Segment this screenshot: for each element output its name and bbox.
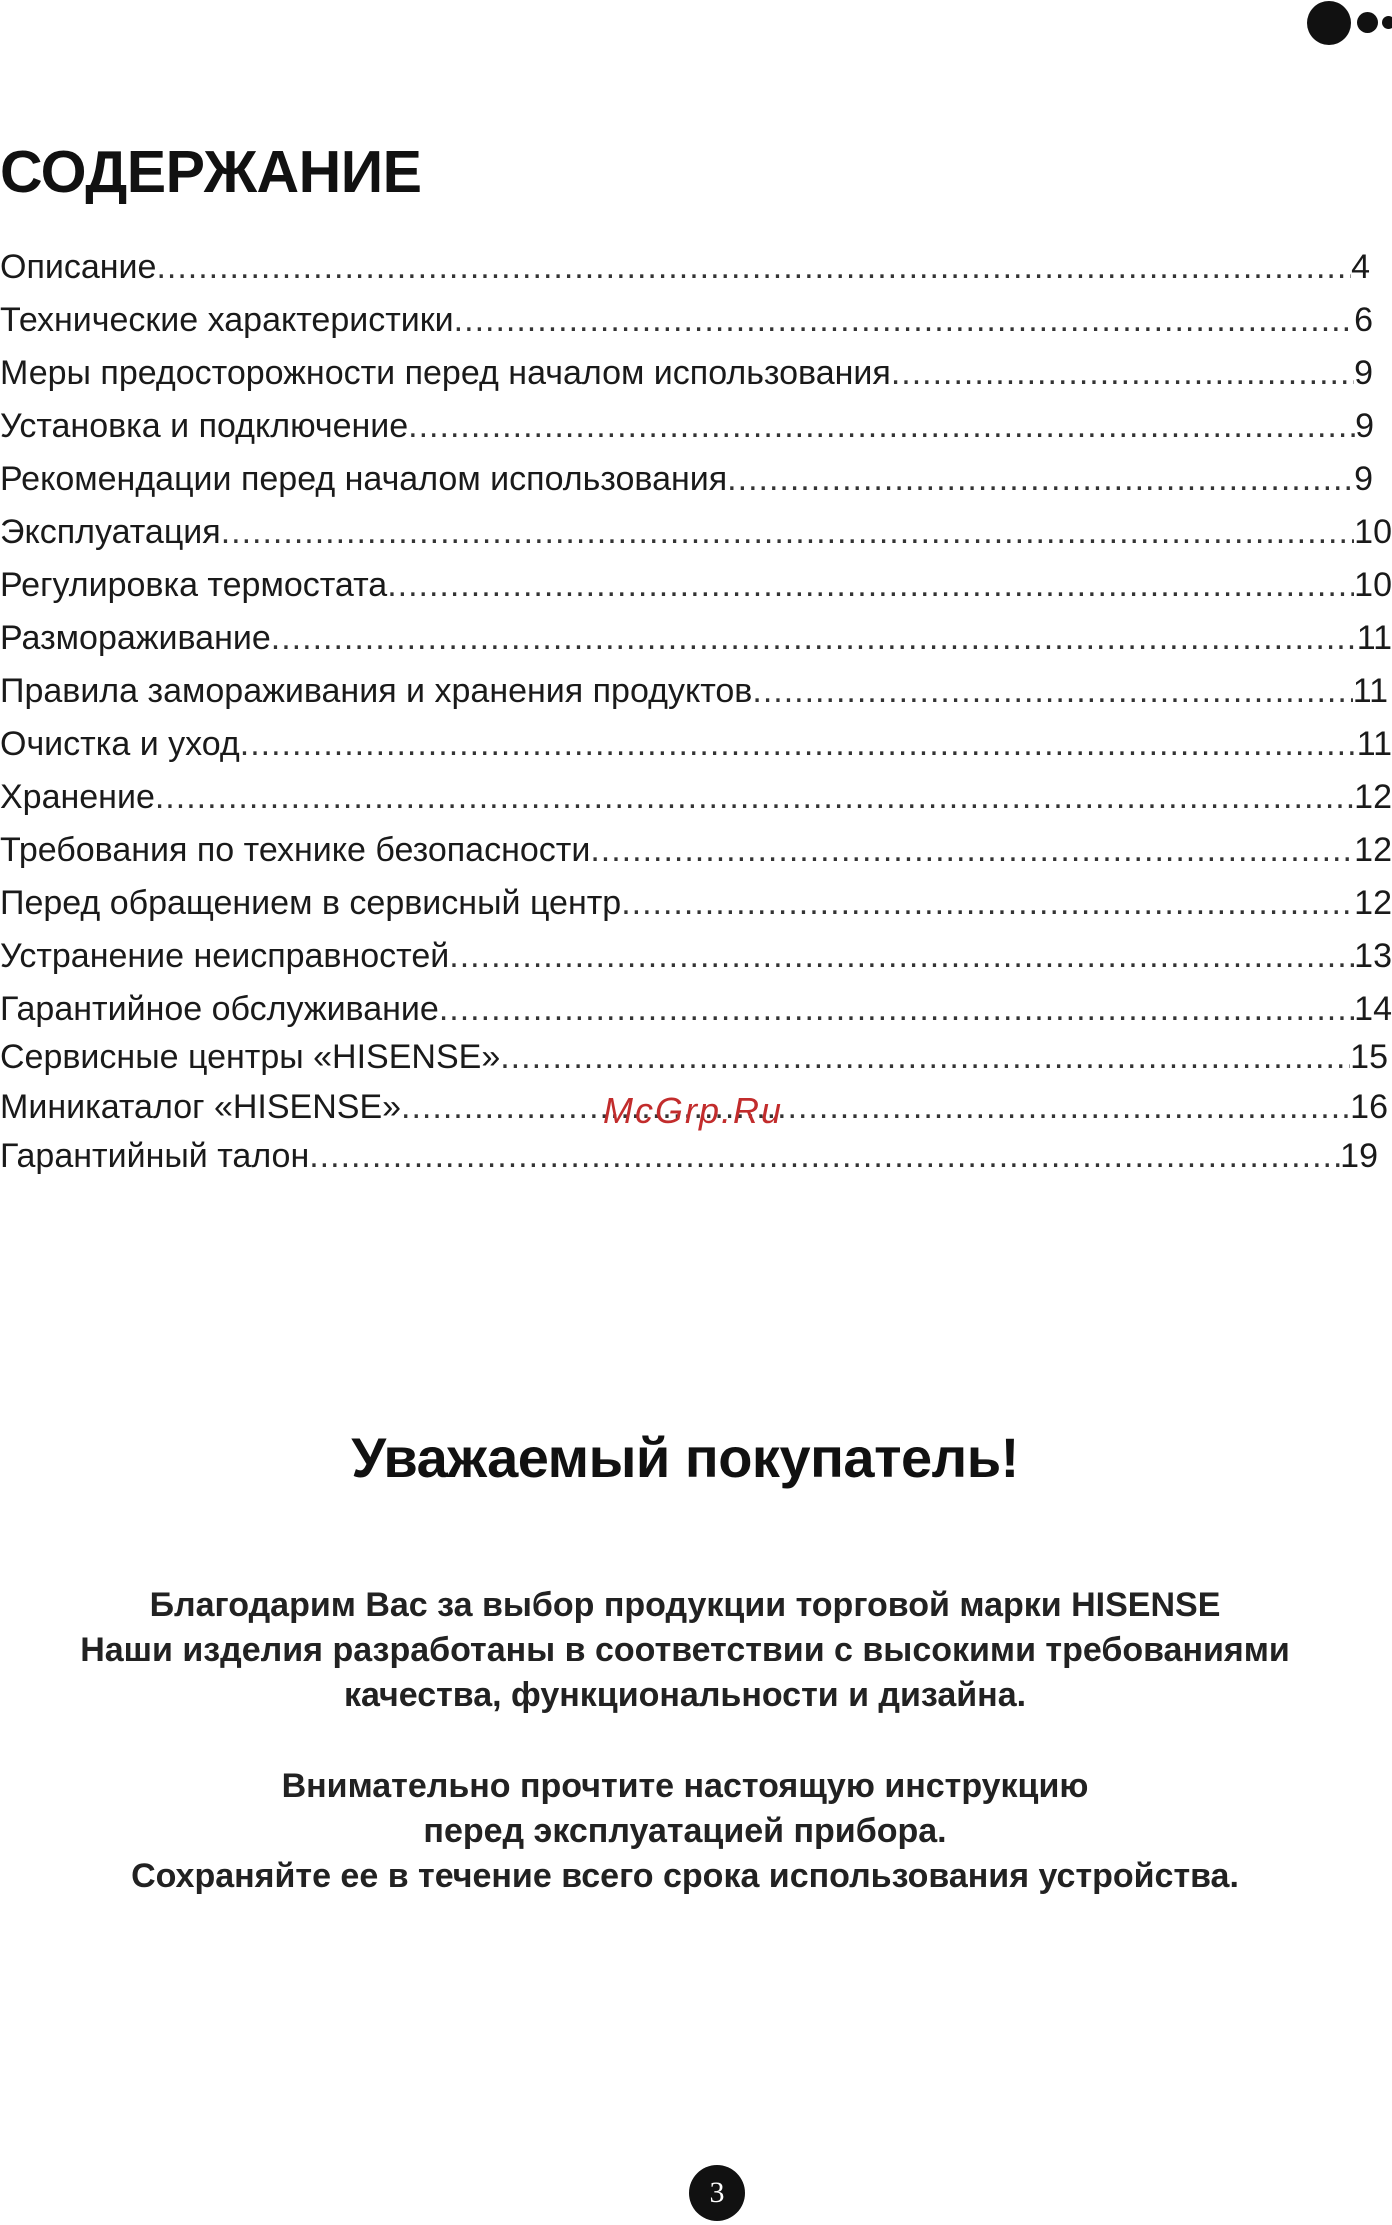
toc-entry-label: Размораживание — [0, 619, 271, 657]
toc-entry-page: 11 — [1356, 725, 1392, 763]
toc-entry[interactable] — [0, 831, 1392, 877]
toc-entry[interactable] — [0, 460, 1392, 506]
toc-leader — [155, 778, 1354, 817]
toc-leader — [240, 725, 1357, 764]
toc-entry-label: Технические характеристики — [0, 301, 454, 339]
toc-entry-label: Требования по технике безопасности — [0, 831, 591, 869]
toc-entry-label: Описание — [0, 248, 157, 286]
toc-entry-page: 9 — [1354, 460, 1373, 498]
toc-entry[interactable] — [0, 407, 1392, 453]
greeting-paragraph-1 — [0, 1583, 1370, 1718]
toc-leader — [156, 248, 1351, 287]
toc-entry-label: Очистка и уход — [0, 725, 240, 763]
toc-entry[interactable] — [0, 1038, 1392, 1084]
toc-leader — [621, 884, 1354, 923]
message-line: Наши изделия разработаны в соответствии с высокими требованиями — [80, 1631, 1290, 1669]
toc-leader — [309, 1137, 1340, 1176]
toc-leader — [454, 301, 1354, 340]
toc-leader — [727, 460, 1354, 499]
toc-entry-label: Эксплуатация — [0, 513, 221, 551]
toc-entry-page: 13 — [1354, 937, 1392, 975]
toc-entry-page: 16 — [1350, 1088, 1388, 1126]
toc-leader — [401, 1088, 1350, 1127]
toc-entry-page: 11 — [1356, 619, 1392, 657]
toc-entry-page: 6 — [1354, 301, 1373, 339]
toc-entry[interactable] — [0, 725, 1392, 771]
toc-entry[interactable] — [0, 301, 1392, 347]
toc-entry-page: 10 — [1354, 566, 1392, 604]
toc-leader — [752, 672, 1352, 711]
toc-leader — [408, 407, 1355, 446]
toc-entry-label: Устранение неисправностей — [0, 937, 450, 975]
decorative-dots — [1272, 0, 1392, 50]
toc-leader — [439, 990, 1354, 1029]
page-number: 3 — [689, 2165, 745, 2221]
toc-entry[interactable] — [0, 884, 1392, 930]
toc-entry-page: 14 — [1354, 990, 1392, 1028]
toc-entry-label: Сервисные центры «HISENSE» — [0, 1038, 501, 1076]
toc-entry-label: Правила замораживания и хранения продуктов — [0, 672, 753, 710]
dot-small-icon — [1382, 16, 1392, 29]
toc-entry-label: Хранение — [0, 778, 155, 816]
toc-leader — [891, 354, 1354, 393]
toc-entry[interactable] — [0, 937, 1392, 983]
toc-entry-label: Миникаталог «HISENSE» — [0, 1088, 402, 1126]
greeting-paragraph-2 — [0, 1764, 1370, 1899]
toc-entry-label: Установка и подключение — [0, 407, 409, 445]
toc-entry-page: 15 — [1350, 1038, 1388, 1076]
toc-leader — [387, 566, 1354, 605]
toc-entry-label: Регулировка термостата — [0, 566, 388, 604]
toc-entry[interactable] — [0, 990, 1392, 1036]
message-line: Сохраняйте ее в течение всего срока использования устройства. — [131, 1857, 1239, 1895]
toc-entry-label: Гарантийное обслуживание — [0, 990, 439, 1028]
toc-entry-label: Рекомендации перед началом использования — [0, 460, 728, 498]
toc-entry-page: 9 — [1354, 354, 1373, 392]
toc-entry[interactable] — [0, 566, 1392, 612]
toc-entry-label: Перед обращением в сервисный центр — [0, 884, 622, 922]
toc-entry-page: 12 — [1354, 831, 1392, 869]
toc-entry-label: Меры предосторожности перед началом использования — [0, 354, 891, 392]
watermark: McGrp.Ru — [603, 1090, 784, 1131]
toc-entry[interactable] — [0, 672, 1392, 718]
toc-entry-label: Гарантийный талон — [0, 1137, 310, 1175]
toc-entry-page: 4 — [1351, 248, 1370, 286]
toc-entry-page: 12 — [1354, 778, 1392, 816]
toc-entry[interactable] — [0, 354, 1392, 400]
greeting-title: Уважаемый покупатель! — [351, 1426, 1019, 1489]
toc-leader — [590, 831, 1354, 870]
toc-entry-page: 12 — [1354, 884, 1392, 922]
toc-entry-page: 10 — [1354, 513, 1392, 551]
toc-leader — [449, 937, 1354, 976]
toc-leader — [221, 513, 1354, 552]
message-line: Благодарим Вас за выбор продукции торговой марки HISENSE — [149, 1586, 1221, 1624]
dot-large-icon — [1307, 1, 1351, 45]
toc-entry[interactable] — [0, 513, 1392, 559]
toc-entry-page: 19 — [1340, 1137, 1378, 1175]
toc-entry[interactable] — [0, 1137, 1392, 1183]
toc-title: СОДЕРЖАНИЕ — [0, 139, 422, 205]
toc-entry[interactable] — [0, 778, 1392, 824]
toc-entry[interactable] — [0, 248, 1392, 294]
message-line: Внимательно прочтите настоящую инструкцию — [281, 1767, 1089, 1805]
toc-entry[interactable] — [0, 619, 1392, 665]
message-line: перед эксплуатацией прибора. — [423, 1812, 947, 1850]
toc-leader — [500, 1038, 1350, 1077]
toc-entry-page: 11 — [1352, 672, 1388, 710]
toc-entry-page: 9 — [1355, 407, 1374, 445]
toc-leader — [271, 619, 1357, 658]
message-line: качества, функциональности и дизайна. — [343, 1676, 1027, 1714]
dot-medium-icon — [1357, 12, 1378, 33]
